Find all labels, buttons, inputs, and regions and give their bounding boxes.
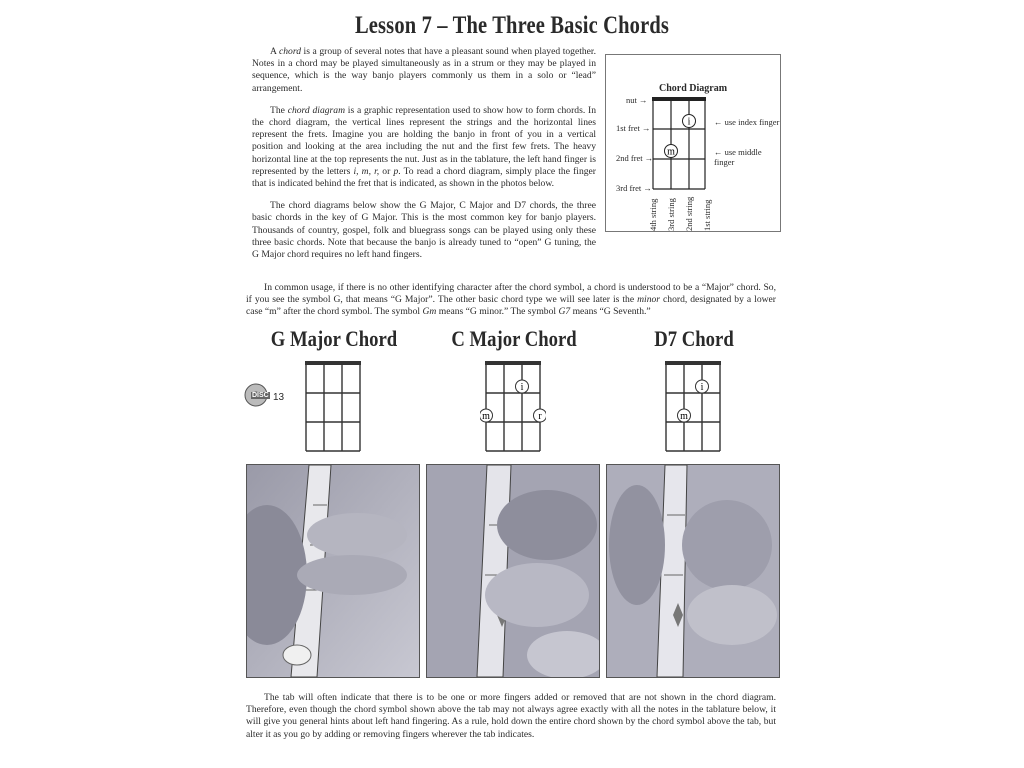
banjo-neck-photo — [427, 465, 599, 677]
photo-g-major-hand — [246, 464, 420, 678]
common-usage-text: In common usage, if there is no other identifying character after the chord symbol, a chord is understood to be a “Major” chord. So, if you see the symbol G, that means “G Major”. The other basic chord type we will see later is the minor chord, designated by a lower case “m” after the chord symbol. The symbol Gm means “G minor.” The symbol G7 means “G Seventh.” — [246, 282, 776, 318]
middle-finger-label: ← use middle finger — [714, 147, 762, 167]
chord-grid-d7 — [660, 358, 726, 454]
example-chord-grid — [650, 97, 710, 191]
intro-paragraph-1: A chord is a group of several notes that have a pleasant sound when played together. Notes in a chord may be played simultaneously as in a strum or they may be played in sequence, which is the way banjo players commonly us them in a solo or “lead” arrangement. — [252, 46, 596, 94]
chord-heading-g-major: G Major Chord — [270, 326, 398, 351]
finger-label: i — [700, 382, 704, 393]
photo-c-major-hand — [426, 464, 600, 678]
page-title: Lesson 7 – The Three Basic Chords — [354, 12, 670, 39]
nut-label: nut → — [626, 95, 648, 105]
string-label-4: 4th string — [648, 198, 658, 231]
finger-label: m — [680, 411, 688, 422]
chord-diagram-title: Chord Diagram — [658, 83, 728, 94]
intro-text — [252, 46, 596, 261]
nut — [665, 361, 721, 365]
example-finger-i: i — [687, 116, 691, 128]
string-label-2: 2nd string — [684, 196, 694, 231]
finger-label: m — [482, 411, 490, 422]
nut — [305, 361, 361, 365]
fret-label-1: 1st fret → — [616, 123, 651, 133]
chord-heading-d7: D7 Chord — [654, 326, 734, 351]
nut — [485, 361, 541, 365]
intro-paragraph-3: The chord diagrams below show the G Major, C Major and D7 chords, the three basic chords in the key of G Major. This is the most common key for banjo players. Thousands of country, gospel, folk and bluegrass songs can be played using only these three basic chords. Note that because the banjo is already tuned to “open” G tuning, the G Major chord requires no left hand fingers. — [252, 200, 596, 261]
intro-paragraph-2: The chord diagram is a graphic representation used to show how to form chords. In the chord diagram, the vertical lines represent the strings and the horizontal lines represent the frets. Imagine you are holding the banjo in front of you in a vertical position and looking at the area including the nut and the first few frets. The heavy horizontal line at the top represents the nut. Just as in the tablature, the left hand finger is represented by the letters i, m, r, or p. To read a chord diagram, simply place the finger that is indicated behind the fret that is indicated, as shown in the photos below. — [252, 104, 596, 190]
fret-label-3: 3rd fret → — [616, 183, 652, 193]
fret-label-2: 2nd fret → — [616, 153, 654, 163]
photo-d7-hand — [606, 464, 780, 678]
chord-heading-c-major: C Major Chord — [451, 326, 577, 351]
index-finger-label: ← use index finger — [714, 117, 780, 127]
banjo-neck-photo — [607, 465, 779, 677]
string-label-3: 3rd string — [666, 198, 676, 231]
cd-track-icon: DISC 13 — [243, 383, 291, 409]
banjo-neck-photo — [247, 465, 419, 677]
finger-label: r — [538, 411, 542, 422]
chord-grid-g-major — [300, 358, 366, 454]
chord-diagram-legend — [605, 54, 781, 232]
example-finger-m: m — [667, 146, 675, 158]
chord-grid-c-major — [480, 358, 546, 454]
string-label-1: 1st string — [702, 199, 712, 231]
closing-text: The tab will often indicate that there is to be one or more fingers added or removed that are not shown in the chord diagram. Therefore, even though the chord symbol shown above the tab may not always agree exactly with all the notes in the tablature below, it will give you general hints about left hand fingering. As a rule, hold down the entire chord shown by the chord symbol above the tab, but alter it as you go by adding or removing fingers wherever the tab indicates. — [246, 692, 776, 740]
finger-label: i — [520, 382, 524, 393]
